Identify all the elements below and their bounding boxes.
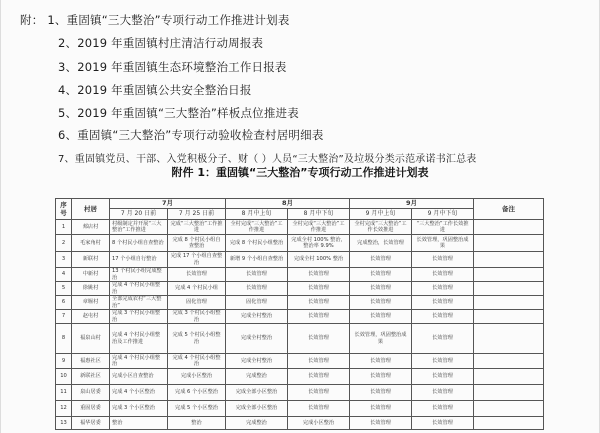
row-plan-cell: 长效管理 xyxy=(350,417,412,430)
row-plan-cell: 整治 xyxy=(168,417,226,430)
row-plan-cell: 完成小区整治 xyxy=(168,369,226,385)
row-note-cell xyxy=(474,369,544,385)
row-plan-cell: 全村完成“三大整治”工作推进 xyxy=(226,220,288,235)
row-plan-cell: 长效管理 xyxy=(350,268,412,282)
row-note-cell xyxy=(474,417,544,430)
row-plan-cell: 完成全村整治 xyxy=(226,310,288,324)
toc-item-7: 7、重固镇党员、干部、入党积极分子、财（ ）人员“三大整治”及垃圾分类示范承诺书汇总表 xyxy=(58,154,477,165)
toc-item-4: 4、2019 年重固镇公共安全整治日报 xyxy=(58,83,252,97)
table-row xyxy=(56,235,544,252)
row-plan-cell: 长效管理 xyxy=(350,252,412,268)
row-plan-cell: “三大整治”工作长效推进 xyxy=(412,220,474,235)
header-seq: 序号 xyxy=(56,199,72,220)
row-note-cell xyxy=(474,324,544,354)
header-row xyxy=(56,199,544,209)
row-plan-cell: 长效管理 xyxy=(288,282,350,296)
row-plan-cell: 完成小区整治 xyxy=(288,417,350,430)
header-september: 9月 xyxy=(350,199,474,209)
row-plan-cell: 长效管理 xyxy=(350,369,412,385)
row-village-cell: 徐姚村 xyxy=(72,282,110,296)
row-plan-cell: 完成全部小区整治 xyxy=(226,401,288,417)
row-plan-cell: 长效管理 xyxy=(288,354,350,369)
row-plan-cell: 完成全部小区整治 xyxy=(226,385,288,401)
row-plan-cell: 长效管理 xyxy=(350,296,412,310)
row-plan-cell: 完成 3 个村民小组整治 xyxy=(110,310,168,324)
row-plan-cell: 长效管理 xyxy=(350,385,412,401)
table-row xyxy=(56,310,544,324)
row-plan-cell: 完成“三大整治”工作推进 xyxy=(168,220,226,235)
row-plan-cell: 全村完成“三大整治”工作长效推进 xyxy=(350,220,412,235)
subheader-row xyxy=(56,209,544,220)
row-plan-cell: 长效管理 xyxy=(288,401,350,417)
table-row xyxy=(56,369,544,385)
row-village-cell: 福华居委 xyxy=(72,417,110,430)
row-note-cell xyxy=(474,385,544,401)
row-village-cell: 毛家角村 xyxy=(72,235,110,252)
row-plan-cell: 完成 4 个村民小组整治 xyxy=(110,354,168,369)
row-note-cell xyxy=(474,310,544,324)
row-plan-cell: 长效管理 xyxy=(412,310,474,324)
row-plan-cell: 长效管理 xyxy=(412,268,474,282)
toc-item-1 xyxy=(20,12,290,28)
row-plan-cell: 长效管理 xyxy=(226,268,288,282)
row-village-cell: 新联村 xyxy=(72,252,110,268)
row-seq-cell: 11 xyxy=(56,385,72,401)
row-plan-cell: 完成全村 100% 整治 xyxy=(288,252,350,268)
row-plan-cell: 全部完成农村“三大整治” xyxy=(110,296,168,310)
row-plan-cell: 长效管理 xyxy=(288,296,350,310)
header-village: 村居 xyxy=(72,199,110,220)
table-row xyxy=(56,220,544,235)
row-plan-cell: 长效管理 xyxy=(226,282,288,296)
row-plan-cell: 完成 5 个村民小组整治 xyxy=(168,324,226,354)
row-plan-cell: 13 个村民小组完成整治 xyxy=(110,268,168,282)
table-row xyxy=(56,354,544,369)
table-row xyxy=(56,282,544,296)
row-plan-cell: 长效管理 xyxy=(288,369,350,385)
table-row xyxy=(56,417,544,430)
subheader-cell: 8 月中下旬 xyxy=(288,209,350,220)
row-village-cell: 章堰村 xyxy=(72,296,110,310)
row-plan-cell: 长效管理 xyxy=(288,268,350,282)
row-plan-cell: 长效管理 xyxy=(350,401,412,417)
row-note-cell xyxy=(474,235,544,252)
row-plan-cell: 长效管理 xyxy=(350,282,412,296)
row-plan-cell: 完成 6 个小区整治 xyxy=(168,385,226,401)
subheader-cell: 7 月 20 日前 xyxy=(110,209,168,220)
toc-item-2: 2、2019 年重固镇村庄清洁行动周报表 xyxy=(58,36,264,50)
header-note: 备注 xyxy=(474,199,544,220)
toc-prefix: 附： xyxy=(20,13,44,27)
row-seq-cell: 2 xyxy=(56,235,72,252)
row-seq-cell: 12 xyxy=(56,401,72,417)
row-village-cell: 福惠社区 xyxy=(72,354,110,369)
row-plan-cell: 固化管理 xyxy=(168,296,226,310)
row-plan-cell: 完成 17 个小组自查整治 xyxy=(168,252,226,268)
row-plan-cell: 完成 4 个小区整治 xyxy=(110,385,168,401)
row-plan-cell: 8 个村民小组自查整治 xyxy=(110,235,168,252)
row-plan-cell: 完成 4 个村民小组整治 xyxy=(110,282,168,296)
row-plan-cell: 长效管理 xyxy=(412,252,474,268)
row-seq-cell: 9 xyxy=(56,354,72,369)
row-seq-cell: 13 xyxy=(56,417,72,430)
row-village-cell: 重固居委 xyxy=(72,401,110,417)
plan-table-body xyxy=(56,220,544,430)
row-plan-cell: 完成 4 个村民小组整治及工作推进 xyxy=(110,324,168,354)
row-plan-cell: 长效管理，巩固整治成果 xyxy=(350,324,412,354)
table-row xyxy=(56,296,544,310)
row-village-cell: 新联社区 xyxy=(72,369,110,385)
row-seq-cell: 3 xyxy=(56,252,72,268)
row-plan-cell: 长效管理 xyxy=(288,385,350,401)
toc-item-3: 3、2019 年重固镇生态环境整治工作日报表 xyxy=(58,60,287,74)
row-note-cell xyxy=(474,354,544,369)
row-plan-cell: 完成 4 个村民小组整治 xyxy=(168,354,226,369)
row-plan-cell: 新增 9 个小组自查整治 xyxy=(226,252,288,268)
row-plan-cell: 全村完成“三大整治”工作推进 xyxy=(288,220,350,235)
row-plan-cell: 完成小区自查整治 xyxy=(110,369,168,385)
row-note-cell xyxy=(474,268,544,282)
toc-item-text: 1、重固镇“三大整治”专项行动工作推进计划表 xyxy=(47,13,290,27)
row-note-cell xyxy=(474,252,544,268)
row-seq-cell: 8 xyxy=(56,324,72,354)
row-village-cell: 赵屯村 xyxy=(72,310,110,324)
row-plan-cell: 长效管理 xyxy=(412,385,474,401)
row-plan-cell: 长效管理 xyxy=(412,417,474,430)
row-seq-cell: 5 xyxy=(56,282,72,296)
row-plan-cell: 整治 xyxy=(110,417,168,430)
row-plan-cell: 完成全村 100% 整治，整治率 9.9% xyxy=(288,235,350,252)
row-plan-cell: 完成 8 个村民小组整治 xyxy=(226,235,288,252)
header-august: 8月 xyxy=(226,199,350,209)
row-seq-cell: 6 xyxy=(56,296,72,310)
row-note-cell xyxy=(474,220,544,235)
row-plan-cell: 长效管理 xyxy=(412,282,474,296)
row-plan-cell: 17 个小组自行整治 xyxy=(110,252,168,268)
row-plan-cell: 长效管理 xyxy=(350,354,412,369)
row-plan-cell: 固化管理 xyxy=(226,296,288,310)
page-edge-left xyxy=(0,0,1,433)
header-july: 7月 xyxy=(110,199,226,209)
table-row xyxy=(56,324,544,354)
row-seq-cell: 7 xyxy=(56,310,72,324)
row-plan-cell: 完成整治，长效管理 xyxy=(350,235,412,252)
subheader-cell: 8 月中上旬 xyxy=(226,209,288,220)
row-plan-cell: 长效管理 xyxy=(412,354,474,369)
row-seq-cell: 10 xyxy=(56,369,72,385)
row-plan-cell: 村级制定并开展“三大整治”工作推进 xyxy=(110,220,168,235)
row-plan-cell: 完成全村整治 xyxy=(226,354,288,369)
row-plan-cell: 完成 5 个小区整治 xyxy=(168,401,226,417)
row-note-cell xyxy=(474,401,544,417)
row-plan-cell: 长效管理 xyxy=(168,268,226,282)
row-plan-cell: 长效管理 xyxy=(288,310,350,324)
row-plan-cell: 长效管理 xyxy=(412,401,474,417)
subheader-cell: 9 月中下旬 xyxy=(412,209,474,220)
toc-item-6: 6、重固镇“三大整治”专项行动验收检查村居明细表 xyxy=(58,128,324,142)
row-seq-cell: 1 xyxy=(56,220,72,235)
row-note-cell xyxy=(474,296,544,310)
attachment-title: 附件 1：重固镇“三大整治”专项行动工作推进计划表 xyxy=(171,166,429,179)
row-plan-cell: 长效管理，巩固整治成果 xyxy=(412,235,474,252)
row-plan-cell: 完成全村整治 xyxy=(226,324,288,354)
row-plan-cell: 长效管理 xyxy=(412,296,474,310)
plan-table xyxy=(55,198,544,430)
row-plan-cell: 长效管理 xyxy=(412,324,474,354)
row-plan-cell: 完成整治 xyxy=(226,369,288,385)
row-village-cell: 泉山居委 xyxy=(72,385,110,401)
table-row xyxy=(56,401,544,417)
row-village-cell: 福泉山村 xyxy=(72,324,110,354)
row-plan-cell: 完成整治 xyxy=(226,417,288,430)
table-row xyxy=(56,385,544,401)
subheader-cell: 7 月 25 日前 xyxy=(168,209,226,220)
row-plan-cell: 长效管理 xyxy=(412,369,474,385)
subheader-cell: 9 月中上旬 xyxy=(350,209,412,220)
row-village-cell: 中新村 xyxy=(72,268,110,282)
toc-item-5: 5、2019 年重固镇“三大整治”样板点位推进表 xyxy=(58,106,299,120)
row-village-cell: 郏店村 xyxy=(72,220,110,235)
row-note-cell xyxy=(474,282,544,296)
table-row xyxy=(56,252,544,268)
row-plan-cell: 完成 4 个村民小组 xyxy=(168,282,226,296)
row-plan-cell: 完成 3 个小区整治 xyxy=(110,401,168,417)
row-plan-cell: 长效管理 xyxy=(288,324,350,354)
table-row xyxy=(56,268,544,282)
row-plan-cell: 长效管理 xyxy=(350,310,412,324)
row-seq-cell: 4 xyxy=(56,268,72,282)
row-plan-cell: 完成 3 个村民小组整治 xyxy=(168,310,226,324)
row-plan-cell: 完成 8 个村民小组自查整治 xyxy=(168,235,226,252)
